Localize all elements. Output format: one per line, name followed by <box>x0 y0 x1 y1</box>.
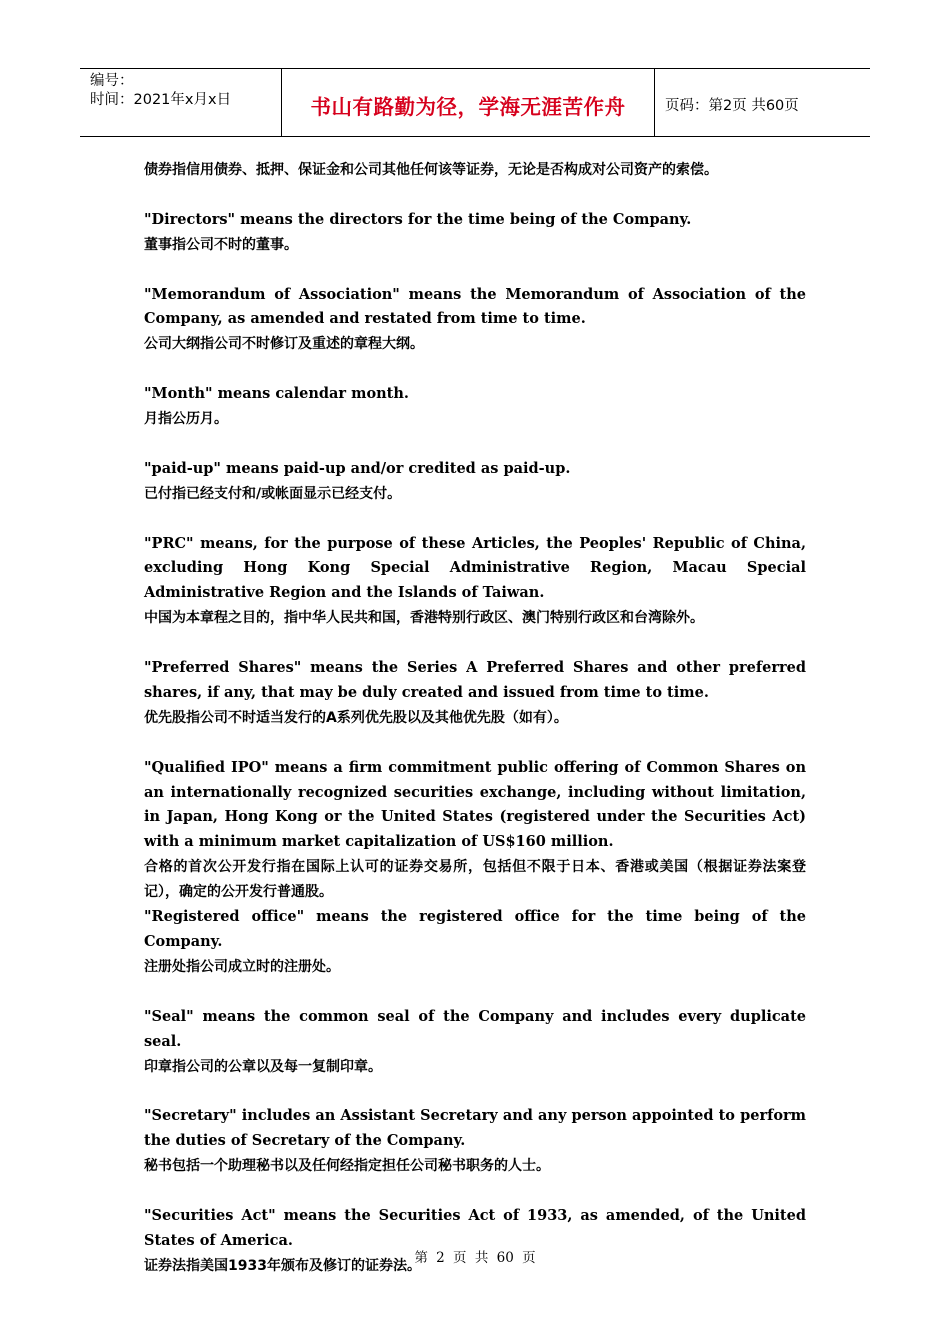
definition-seal <box>144 1005 806 1080</box>
definition-en: "paid-up" means paid-up and/or credited as paid-up. <box>144 459 571 477</box>
definition-zh: 债券指信用债券、抵押、保证金和公司其他任何该等证券，无论是否构成对公司资产的索偿。 <box>144 162 718 178</box>
definition-zh: 秘书包括一个助理秘书以及任何经指定担任公司秘书职务的人士。 <box>144 1158 550 1175</box>
definition-paid-up <box>144 457 806 507</box>
header-meta <box>80 69 282 136</box>
page-footer: 第 2 页 共 60 页 <box>414 1250 536 1266</box>
definition-zh: 中国为本章程之目的，指中华人民共和国，香港特别行政区、澳门特别行政区和台湾除外。 <box>144 610 704 627</box>
definition-prc <box>144 532 806 632</box>
page-header <box>80 68 870 137</box>
definition-en: "Qualified IPO" means a firm commitment public offering of Common Shares on an internationally recognized securities exchange, including without limitation, in Japan, Hong Kong or the United States (registered under the Securities Act) with a minimum market capitalization of US$160 million. <box>144 758 806 851</box>
definition-zh: 已付指已经支付和/或帐面显示已经支付。 <box>144 485 402 502</box>
definition-zh: 印章指公司的公章以及每一复制印章。 <box>144 1058 382 1075</box>
definition-en: "PRC" means, for the purpose of these Articles, the Peoples' Republic of China, excluding Hong Kong Special Administrative Region, Macau Special Administrative Region and the Islands of Taiwan. <box>144 534 806 602</box>
definition-preferred-shares <box>144 656 806 731</box>
definition-en: "Preferred Shares" means the Series A Preferred Shares and other preferred shares, if any, that may be duly created and issued from time to time. <box>144 659 806 701</box>
header-motto: 书山有路勤为径，学海无涯苦作舟 <box>282 69 655 136</box>
definition-directors <box>144 208 806 258</box>
definition-bonds <box>144 158 806 183</box>
definition-registered-office <box>144 905 806 980</box>
definition-en: "Memorandum of Association" means the Memorandum of Association of the Company, as amended and restated from time to time. <box>144 285 806 328</box>
definition-memorandum <box>144 283 806 358</box>
definition-zh: 合格的首次公开发行指在国际上认可的证券交易所，包括但不限于日本、香港或美国（根据证券法案登记），确定的公开发行普通股。 <box>144 859 806 901</box>
definition-zh: 公司大纲指公司不时修订及重述的章程大纲。 <box>144 336 424 353</box>
definition-securities-act <box>144 1204 806 1279</box>
document-date-label: 时间：2021年x月x日 <box>90 92 232 108</box>
definition-month <box>144 382 806 432</box>
document-body <box>144 158 806 1279</box>
definition-en: "Seal" means the common seal of the Company and includes every duplicate seal. <box>144 1007 806 1050</box>
definition-en: "Registered office" means the registered office for the time being of the Company. <box>144 908 806 950</box>
definition-zh: 证券法指美国1933年颁布及修订的证券法。 <box>144 1257 421 1274</box>
definition-zh: 注册处指公司成立时的注册处。 <box>144 958 340 975</box>
definition-en: "Month" means calendar month. <box>144 385 409 403</box>
definition-en: "Secretary" includes an Assistant Secretary and any person appointed to perform the duties of Secretary of the Company. <box>144 1107 806 1150</box>
definition-secretary <box>144 1104 806 1179</box>
definition-en: "Directors" means the directors for the time being of the Company. <box>144 210 692 228</box>
header-page-label: 页码：第2页 共60页 <box>665 98 799 114</box>
definition-en: "Securities Act" means the Securities Act of 1933, as amended, of the United States of America. <box>144 1206 806 1249</box>
definition-zh: 优先股指公司不时适当发行的A系列优先股以及其他优先股（如有）。 <box>144 709 568 726</box>
document-number-label: 编号： <box>90 73 134 89</box>
definition-zh: 董事指公司不时的董事。 <box>144 236 298 253</box>
definition-qualified-ipo <box>144 756 806 905</box>
definition-zh: 月指公历月。 <box>144 411 228 428</box>
